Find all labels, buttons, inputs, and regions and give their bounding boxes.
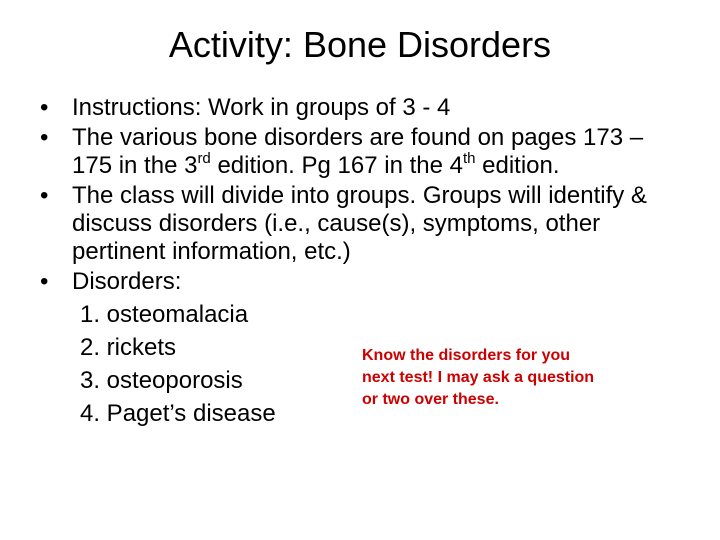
superscript-rd: rd [197,150,211,167]
bullet-text: Disorders: [72,268,182,295]
bullet-icon: • [40,268,49,295]
pages-text-pre: The various bone disorders are found on pages 173 – 175 in the 3 [72,124,644,179]
pages-text-post: edition. [475,152,560,179]
bullet-text: Instructions: Work in groups of 3 - 4 [72,94,451,121]
bullet-disorders [40,268,680,296]
study-note: Know the disorders for you next test! I may ask a question or two over these. [362,347,595,408]
slide-title: Activity: Bone Disorders [168,24,552,65]
bullet-icon: • [40,182,49,209]
bullet-pages [40,124,680,180]
bullet-text: The class will divide into groups. Groups will identify & discuss disorders (i.e., cause(s), symptoms, other pertinent information, etc.) [72,182,647,265]
bullet-groups [40,182,680,266]
disorder-item: 2. rickets [80,334,177,361]
pages-text-mid: edition. Pg 167 in the 4 [210,152,463,179]
disorder-item: 1. osteomalacia [80,301,249,328]
bullet-instructions [40,94,680,122]
disorder-item: 4. Paget’s disease [80,400,276,427]
bullet-icon: • [40,124,49,151]
bullet-icon: • [40,94,49,121]
disorder-item: 3. osteoporosis [80,367,243,394]
bullet-text [72,124,680,180]
superscript-th: th [462,150,476,167]
